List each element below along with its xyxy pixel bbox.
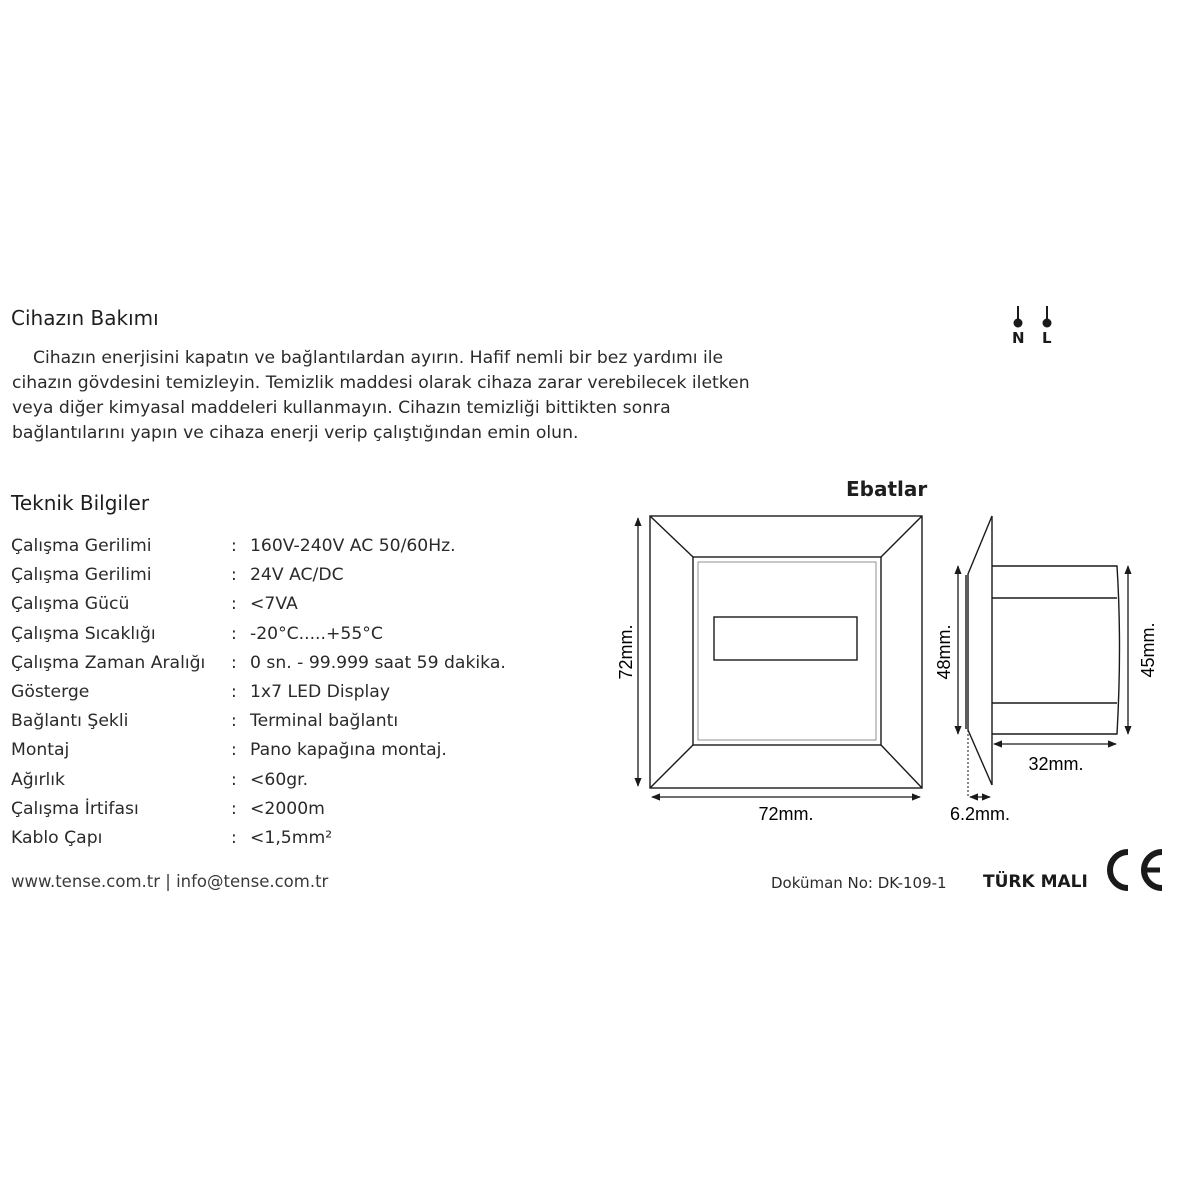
specs-title: Teknik Bilgiler: [11, 491, 150, 515]
spec-separator: :: [231, 798, 237, 819]
spec-label: Çalışma Sıcaklığı: [11, 623, 156, 644]
origin-label: TÜRK MALI: [983, 872, 1088, 892]
document-number: Doküman No: DK-109-1: [771, 874, 947, 892]
dimensions-title: Ebatlar: [846, 477, 928, 501]
spec-label: Çalışma İrtifası: [11, 798, 139, 819]
maintenance-line: cihazın gövdesini temizleyin. Temizlik maddesi olarak cihaza zarar verebilecek iletken: [12, 373, 750, 393]
spec-separator: :: [231, 623, 237, 644]
maintenance-line: bağlantılarını yapın ve cihaza enerji verip çalıştığından emin olun.: [12, 423, 579, 443]
spec-label: Ağırlık: [11, 769, 66, 790]
spec-label: Çalışma Gücü: [11, 594, 130, 615]
front-dimension-lines: [638, 518, 920, 797]
spec-value: <1,5mm²: [250, 827, 333, 848]
spec-label: Bağlantı Şekli: [11, 711, 129, 732]
terminal-l-label: L: [1042, 329, 1052, 347]
bezel-depth-label: 6.2mm.: [949, 804, 1011, 824]
front-width-label: 72mm.: [758, 804, 814, 824]
terminal-n-label: N: [1012, 329, 1025, 347]
spec-separator: :: [231, 827, 237, 848]
spec-label: Gösterge: [11, 681, 90, 702]
spec-value: -20°C.....+55°C: [250, 623, 383, 644]
spec-label: Çalışma Gerilimi: [11, 536, 152, 556]
maintenance-line: Cihazın enerjisini kapatın ve bağlantılardan ayırın. Hafif nemli bir bez yardımı ile: [33, 348, 724, 368]
spec-separator: :: [231, 652, 237, 673]
body-height-label: 45mm.: [1138, 622, 1158, 678]
spec-value: Terminal bağlantı: [250, 711, 399, 732]
ce-mark-icon: [1100, 846, 1166, 894]
body-depth-label: 32mm.: [1028, 754, 1084, 774]
led-display-window: [714, 617, 857, 660]
spec-separator: :: [231, 740, 237, 761]
spec-separator: :: [231, 565, 237, 586]
front-height-label: 72mm.: [616, 624, 636, 680]
spec-value: 0 sn. - 99.999 saat 59 dakika.: [250, 652, 506, 673]
spec-value: 160V-240V AC 50/60Hz.: [250, 536, 456, 556]
spec-separator: :: [231, 769, 237, 790]
spec-separator: :: [231, 536, 237, 556]
spec-separator: :: [231, 681, 237, 702]
spec-value: 24V AC/DC: [250, 565, 344, 586]
spec-separator: :: [231, 711, 237, 732]
maintenance-title: Cihazın Bakımı: [11, 306, 159, 330]
spec-value: <60gr.: [250, 769, 309, 790]
spec-label: Montaj: [11, 740, 70, 761]
spec-label: Çalışma Gerilimi: [11, 565, 152, 586]
front-view: [650, 516, 922, 788]
spec-value: <2000m: [250, 798, 325, 819]
maintenance-line: veya diğer kimyasal maddeleri kullanmayın. Cihazın temizliği bittikten sonra: [12, 398, 671, 418]
spec-value: 1x7 LED Display: [250, 681, 390, 702]
spec-separator: :: [231, 594, 237, 615]
spec-value: <7VA: [250, 594, 298, 615]
side-height-label: 48mm.: [934, 624, 954, 680]
spec-label: Çalışma Zaman Aralığı: [11, 652, 206, 673]
spec-label: Kablo Çapı: [11, 827, 103, 848]
spec-value: Pano kapağına montaj.: [250, 740, 447, 761]
contact-info: www.tense.com.tr | info@tense.com.tr: [11, 872, 329, 891]
